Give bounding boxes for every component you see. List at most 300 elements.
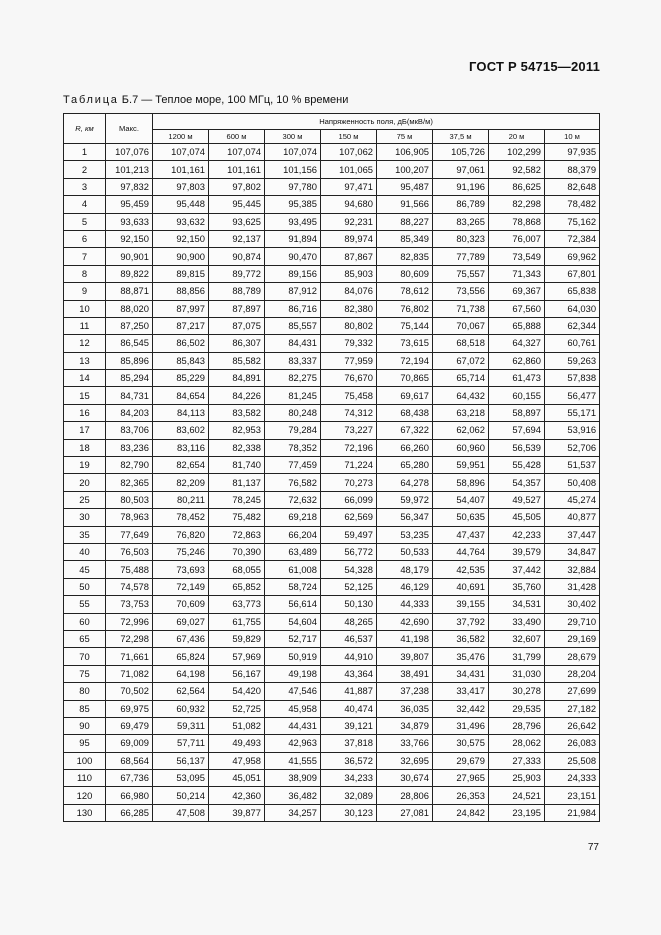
cell-value: 38,909 bbox=[265, 770, 321, 787]
cell-value: 88,379 bbox=[545, 161, 600, 178]
cell-value: 64,278 bbox=[377, 474, 433, 491]
cell-value: 106,905 bbox=[377, 144, 433, 161]
table-row bbox=[64, 161, 600, 178]
cell-value: 70,865 bbox=[377, 370, 433, 387]
cell-value: 101,156 bbox=[265, 161, 321, 178]
cell-value: 83,706 bbox=[106, 422, 153, 439]
cell-value: 78,482 bbox=[545, 196, 600, 213]
cell-value: 97,780 bbox=[265, 178, 321, 195]
cell-value: 31,428 bbox=[545, 578, 600, 595]
cell-value: 56,477 bbox=[545, 387, 600, 404]
cell-value: 59,951 bbox=[433, 457, 489, 474]
cell-value: 87,997 bbox=[153, 300, 209, 317]
cell-value: 54,407 bbox=[433, 491, 489, 508]
cell-value: 57,711 bbox=[153, 735, 209, 752]
cell-value: 52,706 bbox=[545, 439, 600, 456]
header-field-strength: Напряженность поля, дБ(мкВ/м) bbox=[153, 114, 600, 130]
cell-value: 78,352 bbox=[265, 439, 321, 456]
table-row bbox=[64, 230, 600, 247]
cell-value: 78,868 bbox=[489, 213, 545, 230]
cell-value: 32,442 bbox=[433, 700, 489, 717]
cell-value: 90,901 bbox=[106, 248, 153, 265]
cell-value: 65,888 bbox=[489, 317, 545, 334]
cell-value: 76,007 bbox=[489, 230, 545, 247]
cell-value: 62,569 bbox=[321, 509, 377, 526]
cell-value: 94,680 bbox=[321, 196, 377, 213]
cell-value: 101,213 bbox=[106, 161, 153, 178]
cell-value: 91,196 bbox=[433, 178, 489, 195]
cell-distance: 1 bbox=[64, 144, 106, 161]
cell-distance: 5 bbox=[64, 213, 106, 230]
header-antenna-height: 300 м bbox=[265, 130, 321, 144]
cell-value: 28,204 bbox=[545, 665, 600, 682]
cell-value: 32,607 bbox=[489, 630, 545, 647]
cell-distance: 2 bbox=[64, 161, 106, 178]
cell-distance: 6 bbox=[64, 230, 106, 247]
cell-value: 34,879 bbox=[377, 717, 433, 734]
cell-distance: 95 bbox=[64, 735, 106, 752]
cell-value: 58,724 bbox=[265, 578, 321, 595]
cell-value: 51,537 bbox=[545, 457, 600, 474]
cell-value: 33,417 bbox=[433, 683, 489, 700]
cell-value: 74,578 bbox=[106, 578, 153, 595]
cell-value: 29,535 bbox=[489, 700, 545, 717]
table-row bbox=[64, 213, 600, 230]
cell-value: 48,265 bbox=[321, 613, 377, 630]
cell-value: 37,792 bbox=[433, 613, 489, 630]
cell-value: 49,527 bbox=[489, 491, 545, 508]
cell-value: 61,008 bbox=[265, 561, 321, 578]
cell-value: 65,838 bbox=[545, 283, 600, 300]
cell-value: 69,367 bbox=[489, 283, 545, 300]
cell-value: 50,408 bbox=[545, 474, 600, 491]
table-row bbox=[64, 630, 600, 647]
cell-value: 59,263 bbox=[545, 352, 600, 369]
cell-value: 59,497 bbox=[321, 526, 377, 543]
table-row bbox=[64, 317, 600, 334]
table-row bbox=[64, 752, 600, 769]
cell-distance: 13 bbox=[64, 352, 106, 369]
cell-value: 25,903 bbox=[489, 770, 545, 787]
cell-value: 28,062 bbox=[489, 735, 545, 752]
cell-value: 54,420 bbox=[209, 683, 265, 700]
cell-value: 46,129 bbox=[377, 578, 433, 595]
cell-value: 86,502 bbox=[153, 335, 209, 352]
cell-value: 23,151 bbox=[545, 787, 600, 804]
cell-value: 79,332 bbox=[321, 335, 377, 352]
table-row bbox=[64, 561, 600, 578]
cell-value: 78,963 bbox=[106, 509, 153, 526]
cell-value: 101,065 bbox=[321, 161, 377, 178]
cell-value: 26,642 bbox=[545, 717, 600, 734]
cell-distance: 14 bbox=[64, 370, 106, 387]
table-row bbox=[64, 457, 600, 474]
cell-value: 95,487 bbox=[377, 178, 433, 195]
cell-value: 86,789 bbox=[433, 196, 489, 213]
cell-value: 84,654 bbox=[153, 387, 209, 404]
cell-value: 26,083 bbox=[545, 735, 600, 752]
cell-value: 47,508 bbox=[153, 804, 209, 821]
cell-value: 80,248 bbox=[265, 404, 321, 421]
cell-value: 72,149 bbox=[153, 578, 209, 595]
table-row bbox=[64, 735, 600, 752]
cell-value: 85,349 bbox=[377, 230, 433, 247]
cell-value: 87,897 bbox=[209, 300, 265, 317]
cell-value: 64,198 bbox=[153, 665, 209, 682]
cell-value: 27,333 bbox=[489, 752, 545, 769]
table-row bbox=[64, 178, 600, 195]
cell-value: 101,161 bbox=[153, 161, 209, 178]
cell-distance: 130 bbox=[64, 804, 106, 821]
cell-value: 71,224 bbox=[321, 457, 377, 474]
cell-distance: 100 bbox=[64, 752, 106, 769]
cell-distance: 18 bbox=[64, 439, 106, 456]
cell-value: 47,958 bbox=[209, 752, 265, 769]
cell-value: 42,963 bbox=[265, 735, 321, 752]
cell-value: 100,207 bbox=[377, 161, 433, 178]
cell-value: 40,474 bbox=[321, 700, 377, 717]
cell-value: 92,150 bbox=[106, 230, 153, 247]
cell-value: 84,731 bbox=[106, 387, 153, 404]
cell-value: 85,557 bbox=[265, 317, 321, 334]
cell-distance: 90 bbox=[64, 717, 106, 734]
caption-label: Таблица bbox=[63, 94, 119, 106]
table-row bbox=[64, 526, 600, 543]
cell-value: 84,226 bbox=[209, 387, 265, 404]
cell-value: 27,965 bbox=[433, 770, 489, 787]
cell-value: 87,867 bbox=[321, 248, 377, 265]
cell-value: 58,896 bbox=[433, 474, 489, 491]
cell-value: 69,027 bbox=[153, 613, 209, 630]
cell-value: 36,572 bbox=[321, 752, 377, 769]
cell-value: 31,799 bbox=[489, 648, 545, 665]
cell-value: 90,874 bbox=[209, 248, 265, 265]
cell-value: 84,431 bbox=[265, 335, 321, 352]
cell-value: 97,832 bbox=[106, 178, 153, 195]
cell-distance: 12 bbox=[64, 335, 106, 352]
cell-value: 45,958 bbox=[265, 700, 321, 717]
cell-value: 39,807 bbox=[377, 648, 433, 665]
table-row bbox=[64, 248, 600, 265]
cell-value: 85,294 bbox=[106, 370, 153, 387]
cell-value: 54,604 bbox=[265, 613, 321, 630]
cell-value: 55,428 bbox=[489, 457, 545, 474]
cell-value: 97,061 bbox=[433, 161, 489, 178]
cell-value: 41,887 bbox=[321, 683, 377, 700]
cell-value: 29,169 bbox=[545, 630, 600, 647]
cell-value: 93,633 bbox=[106, 213, 153, 230]
cell-value: 86,545 bbox=[106, 335, 153, 352]
cell-value: 31,030 bbox=[489, 665, 545, 682]
cell-value: 24,521 bbox=[489, 787, 545, 804]
cell-value: 87,250 bbox=[106, 317, 153, 334]
table-row bbox=[64, 717, 600, 734]
cell-value: 52,717 bbox=[265, 630, 321, 647]
cell-value: 37,442 bbox=[489, 561, 545, 578]
document-code: ГОСТ Р 54715—2011 bbox=[469, 59, 600, 74]
cell-value: 86,625 bbox=[489, 178, 545, 195]
cell-value: 58,897 bbox=[489, 404, 545, 421]
cell-value: 28,806 bbox=[377, 787, 433, 804]
cell-value: 85,229 bbox=[153, 370, 209, 387]
cell-value: 29,679 bbox=[433, 752, 489, 769]
cell-distance: 35 bbox=[64, 526, 106, 543]
cell-value: 42,690 bbox=[377, 613, 433, 630]
cell-value: 55,171 bbox=[545, 404, 600, 421]
cell-value: 81,137 bbox=[209, 474, 265, 491]
header-distance-r: R, км bbox=[64, 114, 106, 144]
cell-value: 33,766 bbox=[377, 735, 433, 752]
cell-value: 76,820 bbox=[153, 526, 209, 543]
cell-value: 95,445 bbox=[209, 196, 265, 213]
cell-value: 73,549 bbox=[489, 248, 545, 265]
cell-distance: 65 bbox=[64, 630, 106, 647]
cell-value: 37,818 bbox=[321, 735, 377, 752]
cell-value: 71,082 bbox=[106, 665, 153, 682]
header-antenna-height: 1200 м bbox=[153, 130, 209, 144]
cell-value: 57,838 bbox=[545, 370, 600, 387]
cell-value: 82,380 bbox=[321, 300, 377, 317]
cell-value: 21,984 bbox=[545, 804, 600, 821]
cell-value: 87,912 bbox=[265, 283, 321, 300]
cell-value: 57,694 bbox=[489, 422, 545, 439]
cell-distance: 50 bbox=[64, 578, 106, 595]
cell-value: 36,482 bbox=[265, 787, 321, 804]
cell-value: 107,074 bbox=[209, 144, 265, 161]
cell-distance: 8 bbox=[64, 265, 106, 282]
cell-value: 73,556 bbox=[433, 283, 489, 300]
cell-value: 89,815 bbox=[153, 265, 209, 282]
cell-value: 89,822 bbox=[106, 265, 153, 282]
cell-value: 83,236 bbox=[106, 439, 153, 456]
table-row bbox=[64, 648, 600, 665]
cell-value: 31,496 bbox=[433, 717, 489, 734]
cell-value: 77,459 bbox=[265, 457, 321, 474]
cell-value: 61,473 bbox=[489, 370, 545, 387]
cell-value: 56,167 bbox=[209, 665, 265, 682]
cell-distance: 17 bbox=[64, 422, 106, 439]
cell-distance: 120 bbox=[64, 787, 106, 804]
cell-value: 68,055 bbox=[209, 561, 265, 578]
cell-value: 73,227 bbox=[321, 422, 377, 439]
cell-value: 77,649 bbox=[106, 526, 153, 543]
cell-value: 66,980 bbox=[106, 787, 153, 804]
cell-distance: 3 bbox=[64, 178, 106, 195]
cell-value: 87,075 bbox=[209, 317, 265, 334]
cell-value: 64,030 bbox=[545, 300, 600, 317]
cell-value: 80,609 bbox=[377, 265, 433, 282]
cell-value: 92,137 bbox=[209, 230, 265, 247]
cell-value: 88,020 bbox=[106, 300, 153, 317]
table-row bbox=[64, 474, 600, 491]
cell-value: 83,116 bbox=[153, 439, 209, 456]
cell-value: 70,502 bbox=[106, 683, 153, 700]
cell-value: 82,835 bbox=[377, 248, 433, 265]
cell-value: 72,196 bbox=[321, 439, 377, 456]
cell-value: 82,365 bbox=[106, 474, 153, 491]
cell-value: 107,074 bbox=[265, 144, 321, 161]
cell-value: 84,113 bbox=[153, 404, 209, 421]
cell-value: 81,740 bbox=[209, 457, 265, 474]
cell-value: 80,503 bbox=[106, 491, 153, 508]
cell-value: 97,803 bbox=[153, 178, 209, 195]
cell-value: 69,617 bbox=[377, 387, 433, 404]
cell-value: 85,582 bbox=[209, 352, 265, 369]
cell-distance: 10 bbox=[64, 300, 106, 317]
cell-value: 83,337 bbox=[265, 352, 321, 369]
cell-value: 101,161 bbox=[209, 161, 265, 178]
cell-value: 50,130 bbox=[321, 596, 377, 613]
cell-value: 86,716 bbox=[265, 300, 321, 317]
cell-value: 92,582 bbox=[489, 161, 545, 178]
table-row bbox=[64, 509, 600, 526]
cell-value: 90,470 bbox=[265, 248, 321, 265]
cell-value: 62,564 bbox=[153, 683, 209, 700]
cell-value: 71,343 bbox=[489, 265, 545, 282]
cell-value: 28,796 bbox=[489, 717, 545, 734]
cell-value: 67,072 bbox=[433, 352, 489, 369]
field-strength-table bbox=[63, 113, 600, 822]
cell-value: 67,560 bbox=[489, 300, 545, 317]
table-row bbox=[64, 439, 600, 456]
cell-value: 89,772 bbox=[209, 265, 265, 282]
cell-value: 48,179 bbox=[377, 561, 433, 578]
header-antenna-height: 75 м bbox=[377, 130, 433, 144]
cell-value: 65,824 bbox=[153, 648, 209, 665]
cell-value: 60,960 bbox=[433, 439, 489, 456]
cell-value: 73,615 bbox=[377, 335, 433, 352]
cell-distance: 20 bbox=[64, 474, 106, 491]
cell-distance: 30 bbox=[64, 509, 106, 526]
cell-value: 42,360 bbox=[209, 787, 265, 804]
cell-value: 52,725 bbox=[209, 700, 265, 717]
cell-value: 78,452 bbox=[153, 509, 209, 526]
cell-value: 95,448 bbox=[153, 196, 209, 213]
table-row bbox=[64, 787, 600, 804]
cell-value: 27,699 bbox=[545, 683, 600, 700]
cell-value: 69,479 bbox=[106, 717, 153, 734]
table-row bbox=[64, 578, 600, 595]
cell-value: 82,953 bbox=[209, 422, 265, 439]
cell-value: 51,082 bbox=[209, 717, 265, 734]
cell-value: 76,503 bbox=[106, 543, 153, 560]
cell-value: 34,847 bbox=[545, 543, 600, 560]
cell-value: 85,903 bbox=[321, 265, 377, 282]
cell-value: 63,489 bbox=[265, 543, 321, 560]
header-antenna-height: 37,5 м bbox=[433, 130, 489, 144]
cell-value: 32,884 bbox=[545, 561, 600, 578]
cell-value: 71,661 bbox=[106, 648, 153, 665]
cell-value: 63,218 bbox=[433, 404, 489, 421]
cell-value: 54,357 bbox=[489, 474, 545, 491]
cell-value: 27,081 bbox=[377, 804, 433, 821]
cell-value: 97,471 bbox=[321, 178, 377, 195]
cell-value: 63,773 bbox=[209, 596, 265, 613]
cell-value: 78,245 bbox=[209, 491, 265, 508]
cell-value: 26,353 bbox=[433, 787, 489, 804]
cell-value: 27,182 bbox=[545, 700, 600, 717]
cell-value: 90,900 bbox=[153, 248, 209, 265]
cell-value: 75,144 bbox=[377, 317, 433, 334]
cell-value: 32,695 bbox=[377, 752, 433, 769]
cell-value: 95,385 bbox=[265, 196, 321, 213]
cell-value: 82,648 bbox=[545, 178, 600, 195]
cell-value: 93,632 bbox=[153, 213, 209, 230]
cell-value: 64,432 bbox=[433, 387, 489, 404]
cell-value: 97,802 bbox=[209, 178, 265, 195]
cell-value: 91,566 bbox=[377, 196, 433, 213]
cell-value: 93,495 bbox=[265, 213, 321, 230]
cell-distance: 75 bbox=[64, 665, 106, 682]
cell-value: 37,447 bbox=[545, 526, 600, 543]
cell-value: 53,916 bbox=[545, 422, 600, 439]
cell-value: 35,760 bbox=[489, 578, 545, 595]
cell-value: 43,364 bbox=[321, 665, 377, 682]
cell-distance: 4 bbox=[64, 196, 106, 213]
cell-value: 40,691 bbox=[433, 578, 489, 595]
cell-value: 56,614 bbox=[265, 596, 321, 613]
cell-value: 82,298 bbox=[489, 196, 545, 213]
header-max: Макс. bbox=[106, 114, 153, 144]
cell-value: 50,635 bbox=[433, 509, 489, 526]
cell-value: 66,099 bbox=[321, 491, 377, 508]
cell-value: 77,789 bbox=[433, 248, 489, 265]
cell-value: 69,975 bbox=[106, 700, 153, 717]
cell-value: 70,273 bbox=[321, 474, 377, 491]
table-row bbox=[64, 543, 600, 560]
table-caption bbox=[63, 94, 348, 106]
cell-value: 95,459 bbox=[106, 196, 153, 213]
cell-value: 47,437 bbox=[433, 526, 489, 543]
cell-value: 34,257 bbox=[265, 804, 321, 821]
cell-value: 76,670 bbox=[321, 370, 377, 387]
cell-distance: 40 bbox=[64, 543, 106, 560]
cell-distance: 110 bbox=[64, 770, 106, 787]
table-row bbox=[64, 665, 600, 682]
cell-value: 86,307 bbox=[209, 335, 265, 352]
cell-distance: 85 bbox=[64, 700, 106, 717]
cell-value: 41,555 bbox=[265, 752, 321, 769]
cell-distance: 70 bbox=[64, 648, 106, 665]
cell-value: 64,327 bbox=[489, 335, 545, 352]
cell-value: 75,162 bbox=[545, 213, 600, 230]
cell-value: 68,564 bbox=[106, 752, 153, 769]
cell-value: 72,996 bbox=[106, 613, 153, 630]
cell-value: 73,693 bbox=[153, 561, 209, 578]
cell-value: 59,311 bbox=[153, 717, 209, 734]
cell-value: 47,546 bbox=[265, 683, 321, 700]
cell-value: 65,280 bbox=[377, 457, 433, 474]
table-row bbox=[64, 491, 600, 508]
table-row bbox=[64, 596, 600, 613]
cell-value: 71,738 bbox=[433, 300, 489, 317]
cell-value: 24,333 bbox=[545, 770, 600, 787]
table-row bbox=[64, 700, 600, 717]
cell-value: 73,753 bbox=[106, 596, 153, 613]
cell-distance: 9 bbox=[64, 283, 106, 300]
cell-value: 23,195 bbox=[489, 804, 545, 821]
header-antenna-height: 150 м bbox=[321, 130, 377, 144]
cell-value: 67,801 bbox=[545, 265, 600, 282]
cell-value: 83,265 bbox=[433, 213, 489, 230]
cell-distance: 55 bbox=[64, 596, 106, 613]
cell-value: 40,877 bbox=[545, 509, 600, 526]
table-row bbox=[64, 404, 600, 421]
cell-distance: 11 bbox=[64, 317, 106, 334]
cell-value: 28,679 bbox=[545, 648, 600, 665]
cell-value: 59,972 bbox=[377, 491, 433, 508]
cell-value: 72,194 bbox=[377, 352, 433, 369]
